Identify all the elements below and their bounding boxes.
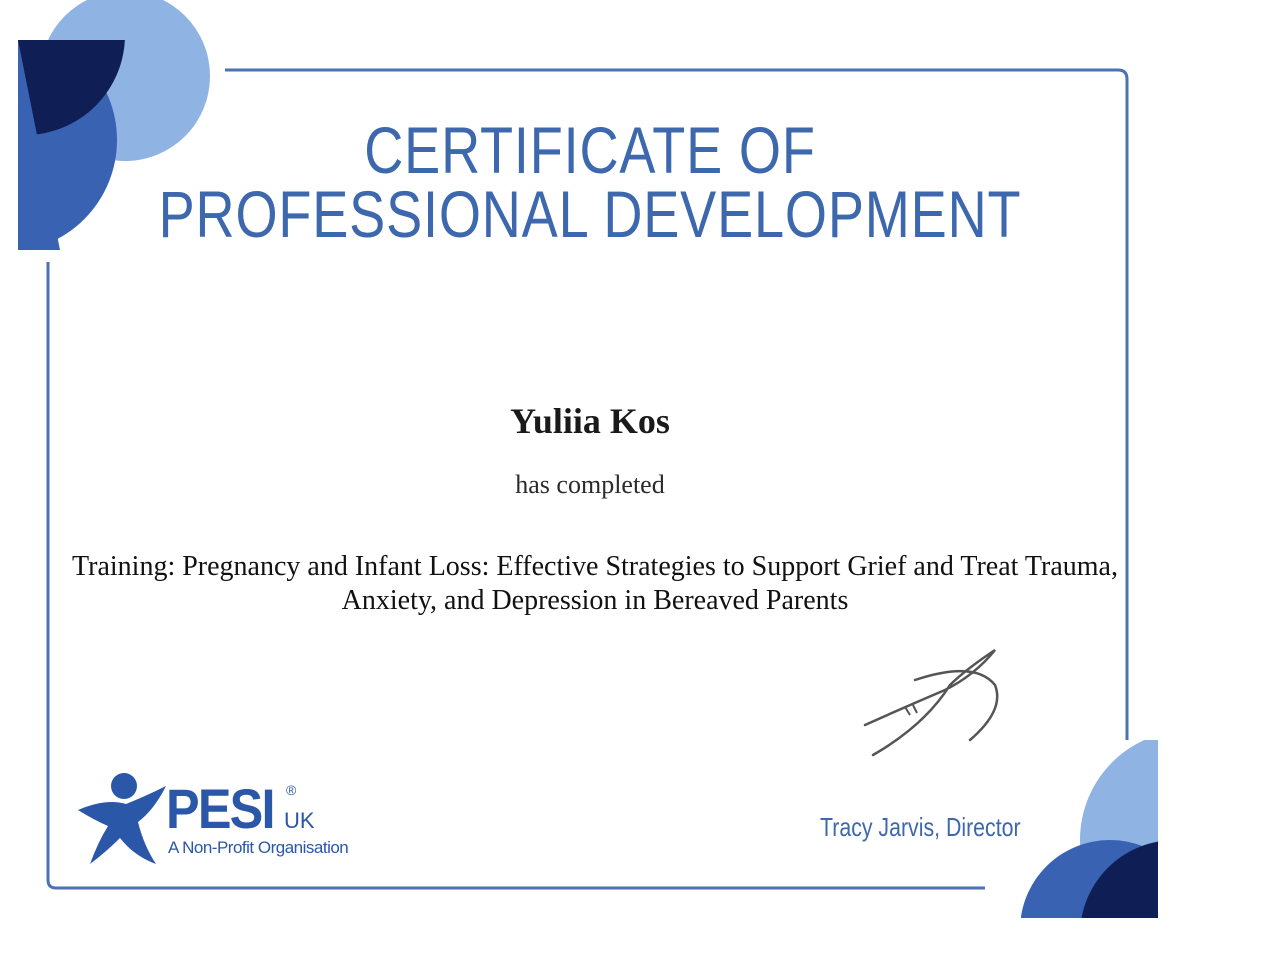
corner-decoration-bottom-right xyxy=(1020,730,1280,953)
pesi-logo-wordmark: PESI xyxy=(166,777,274,840)
registered-mark: ® xyxy=(286,782,297,798)
logo-tagline: A Non-Profit Organisation xyxy=(168,838,349,857)
signatory-name: Tracy Jarvis, Director xyxy=(820,812,1021,842)
completion-text: has completed xyxy=(515,470,665,499)
certificate-title-line-2: PROFESSIONAL DEVELOPMENT xyxy=(158,177,1022,251)
director-signature xyxy=(855,645,1015,760)
certificate-title-line-1: CERTIFICATE OF xyxy=(364,113,816,187)
course-title: Training: Pregnancy and Infant Loss: Effective Strategies to Support Grief and Treat Trauma, Anxiety, and Depression in Bereaved Parents xyxy=(72,551,1118,616)
recipient-name: Yuliia Kos xyxy=(510,401,670,441)
logo-region: UK xyxy=(284,808,315,833)
